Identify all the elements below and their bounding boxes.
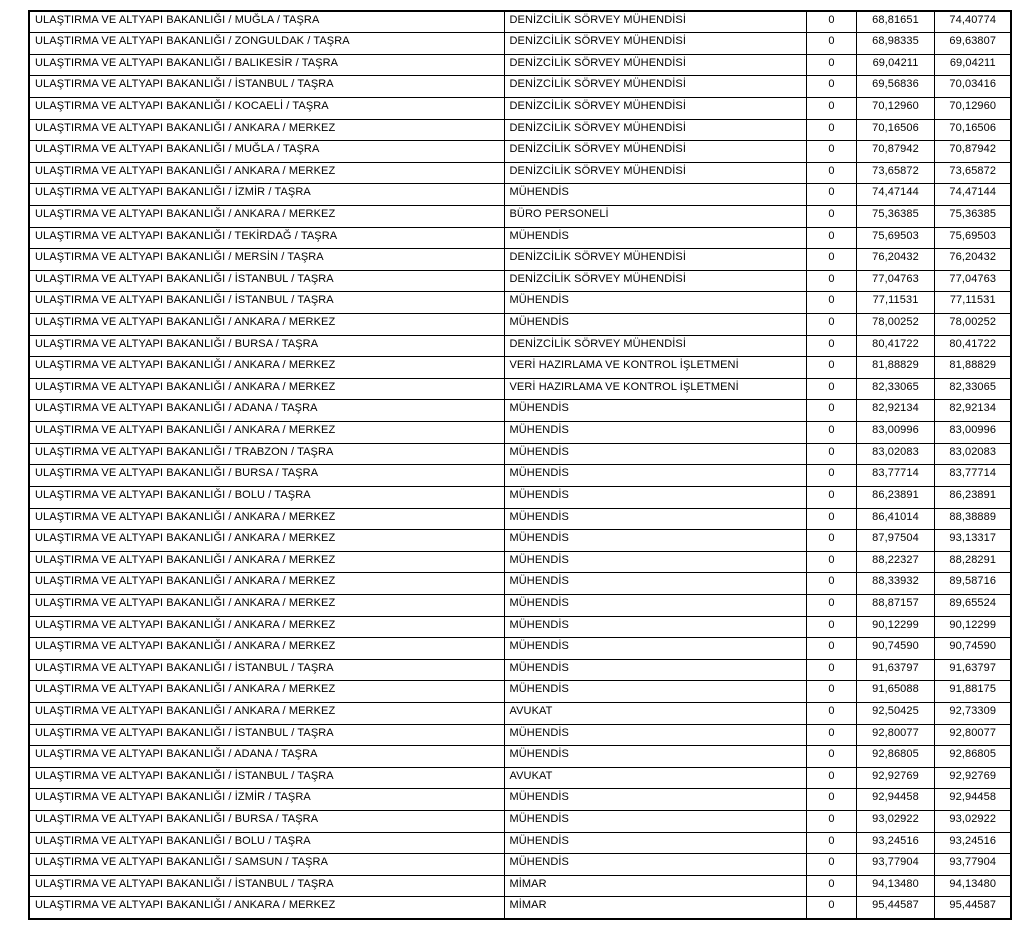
position-cell: MÜHENDİS bbox=[504, 227, 806, 249]
position-cell: MÜHENDİS bbox=[504, 811, 806, 833]
position-cell: DENİZCİLİK SÖRVEY MÜHENDİSİ bbox=[504, 141, 806, 163]
count-cell: 0 bbox=[806, 724, 856, 746]
position-cell: DENİZCİLİK SÖRVEY MÜHENDİSİ bbox=[504, 76, 806, 98]
score-min-cell: 70,12960 bbox=[856, 97, 934, 119]
score-max-cell: 75,69503 bbox=[934, 227, 1011, 249]
table-row bbox=[29, 357, 1011, 379]
score-min-cell: 73,65872 bbox=[856, 162, 934, 184]
institution-cell: ULAŞTIRMA VE ALTYAPI BAKANLIĞI / İSTANBUL / TAŞRA bbox=[29, 659, 504, 681]
score-max-cell: 82,92134 bbox=[934, 400, 1011, 422]
placement-score-table bbox=[28, 10, 1012, 920]
score-max-cell: 92,73309 bbox=[934, 703, 1011, 725]
count-cell: 0 bbox=[806, 422, 856, 444]
position-cell: MİMAR bbox=[504, 875, 806, 897]
institution-cell: ULAŞTIRMA VE ALTYAPI BAKANLIĞI / BOLU / TAŞRA bbox=[29, 832, 504, 854]
table-row bbox=[29, 703, 1011, 725]
count-cell: 0 bbox=[806, 594, 856, 616]
table-row bbox=[29, 551, 1011, 573]
position-cell: DENİZCİLİK SÖRVEY MÜHENDİSİ bbox=[504, 33, 806, 55]
position-cell: AVUKAT bbox=[504, 703, 806, 725]
institution-cell: ULAŞTIRMA VE ALTYAPI BAKANLIĞI / İSTANBUL / TAŞRA bbox=[29, 767, 504, 789]
score-min-cell: 93,77904 bbox=[856, 854, 934, 876]
institution-cell: ULAŞTIRMA VE ALTYAPI BAKANLIĞI / ANKARA / MERKEZ bbox=[29, 638, 504, 660]
count-cell: 0 bbox=[806, 270, 856, 292]
institution-cell: ULAŞTIRMA VE ALTYAPI BAKANLIĞI / BURSA / TAŞRA bbox=[29, 465, 504, 487]
table-row bbox=[29, 33, 1011, 55]
institution-cell: ULAŞTIRMA VE ALTYAPI BAKANLIĞI / ANKARA / MERKEZ bbox=[29, 897, 504, 919]
score-min-cell: 87,97504 bbox=[856, 530, 934, 552]
institution-cell: ULAŞTIRMA VE ALTYAPI BAKANLIĞI / BALIKESİR / TAŞRA bbox=[29, 54, 504, 76]
position-cell: MÜHENDİS bbox=[504, 465, 806, 487]
score-min-cell: 77,04763 bbox=[856, 270, 934, 292]
count-cell: 0 bbox=[806, 314, 856, 336]
position-cell: DENİZCİLİK SÖRVEY MÜHENDİSİ bbox=[504, 162, 806, 184]
position-cell: BÜRO PERSONELİ bbox=[504, 205, 806, 227]
score-min-cell: 88,22327 bbox=[856, 551, 934, 573]
table-row bbox=[29, 422, 1011, 444]
score-max-cell: 70,12960 bbox=[934, 97, 1011, 119]
position-cell: MÜHENDİS bbox=[504, 832, 806, 854]
count-cell: 0 bbox=[806, 292, 856, 314]
score-min-cell: 81,88829 bbox=[856, 357, 934, 379]
count-cell: 0 bbox=[806, 465, 856, 487]
score-min-cell: 88,87157 bbox=[856, 594, 934, 616]
score-min-cell: 90,12299 bbox=[856, 616, 934, 638]
score-min-cell: 80,41722 bbox=[856, 335, 934, 357]
institution-cell: ULAŞTIRMA VE ALTYAPI BAKANLIĞI / ADANA / TAŞRA bbox=[29, 400, 504, 422]
count-cell: 0 bbox=[806, 616, 856, 638]
score-min-cell: 86,23891 bbox=[856, 486, 934, 508]
score-min-cell: 92,92769 bbox=[856, 767, 934, 789]
count-cell: 0 bbox=[806, 854, 856, 876]
position-cell: MÜHENDİS bbox=[504, 530, 806, 552]
count-cell: 0 bbox=[806, 76, 856, 98]
count-cell: 0 bbox=[806, 551, 856, 573]
institution-cell: ULAŞTIRMA VE ALTYAPI BAKANLIĞI / ANKARA / MERKEZ bbox=[29, 703, 504, 725]
table-row bbox=[29, 249, 1011, 271]
score-min-cell: 95,44587 bbox=[856, 897, 934, 919]
score-min-cell: 93,24516 bbox=[856, 832, 934, 854]
institution-cell: ULAŞTIRMA VE ALTYAPI BAKANLIĞI / KOCAELİ / TAŞRA bbox=[29, 97, 504, 119]
institution-cell: ULAŞTIRMA VE ALTYAPI BAKANLIĞI / BOLU / TAŞRA bbox=[29, 486, 504, 508]
position-cell: VERİ HAZIRLAMA VE KONTROL İŞLETMENİ bbox=[504, 357, 806, 379]
table-row bbox=[29, 746, 1011, 768]
position-cell: MÜHENDİS bbox=[504, 638, 806, 660]
table-row bbox=[29, 205, 1011, 227]
position-cell: MÜHENDİS bbox=[504, 789, 806, 811]
institution-cell: ULAŞTIRMA VE ALTYAPI BAKANLIĞI / ANKARA / MERKEZ bbox=[29, 422, 504, 444]
institution-cell: ULAŞTIRMA VE ALTYAPI BAKANLIĞI / TRABZON / TAŞRA bbox=[29, 443, 504, 465]
count-cell: 0 bbox=[806, 811, 856, 833]
count-cell: 0 bbox=[806, 357, 856, 379]
score-max-cell: 77,11531 bbox=[934, 292, 1011, 314]
institution-cell: ULAŞTIRMA VE ALTYAPI BAKANLIĞI / ANKARA / MERKEZ bbox=[29, 205, 504, 227]
institution-cell: ULAŞTIRMA VE ALTYAPI BAKANLIĞI / MERSİN / TAŞRA bbox=[29, 249, 504, 271]
count-cell: 0 bbox=[806, 54, 856, 76]
table-row bbox=[29, 227, 1011, 249]
institution-cell: ULAŞTIRMA VE ALTYAPI BAKANLIĞI / İSTANBUL / TAŞRA bbox=[29, 875, 504, 897]
institution-cell: ULAŞTIRMA VE ALTYAPI BAKANLIĞI / İSTANBUL / TAŞRA bbox=[29, 76, 504, 98]
institution-cell: ULAŞTIRMA VE ALTYAPI BAKANLIĞI / İZMİR / TAŞRA bbox=[29, 789, 504, 811]
score-max-cell: 74,40774 bbox=[934, 11, 1011, 33]
score-min-cell: 70,16506 bbox=[856, 119, 934, 141]
score-min-cell: 93,02922 bbox=[856, 811, 934, 833]
table-row bbox=[29, 76, 1011, 98]
count-cell: 0 bbox=[806, 227, 856, 249]
count-cell: 0 bbox=[806, 400, 856, 422]
count-cell: 0 bbox=[806, 11, 856, 33]
score-max-cell: 82,33065 bbox=[934, 378, 1011, 400]
count-cell: 0 bbox=[806, 573, 856, 595]
score-min-cell: 92,50425 bbox=[856, 703, 934, 725]
table-row bbox=[29, 616, 1011, 638]
position-cell: DENİZCİLİK SÖRVEY MÜHENDİSİ bbox=[504, 11, 806, 33]
position-cell: DENİZCİLİK SÖRVEY MÜHENDİSİ bbox=[504, 54, 806, 76]
score-min-cell: 74,47144 bbox=[856, 184, 934, 206]
institution-cell: ULAŞTIRMA VE ALTYAPI BAKANLIĞI / ANKARA / MERKEZ bbox=[29, 119, 504, 141]
score-max-cell: 94,13480 bbox=[934, 875, 1011, 897]
table-row bbox=[29, 465, 1011, 487]
score-min-cell: 82,92134 bbox=[856, 400, 934, 422]
count-cell: 0 bbox=[806, 162, 856, 184]
table-body bbox=[29, 11, 1011, 919]
table-row bbox=[29, 270, 1011, 292]
institution-cell: ULAŞTIRMA VE ALTYAPI BAKANLIĞI / TEKİRDAĞ / TAŞRA bbox=[29, 227, 504, 249]
institution-cell: ULAŞTIRMA VE ALTYAPI BAKANLIĞI / ANKARA / MERKEZ bbox=[29, 616, 504, 638]
count-cell: 0 bbox=[806, 638, 856, 660]
position-cell: MÜHENDİS bbox=[504, 854, 806, 876]
score-max-cell: 81,88829 bbox=[934, 357, 1011, 379]
score-min-cell: 91,65088 bbox=[856, 681, 934, 703]
position-cell: MÜHENDİS bbox=[504, 573, 806, 595]
count-cell: 0 bbox=[806, 897, 856, 919]
count-cell: 0 bbox=[806, 33, 856, 55]
score-min-cell: 92,94458 bbox=[856, 789, 934, 811]
position-cell: MÜHENDİS bbox=[504, 422, 806, 444]
table-row bbox=[29, 508, 1011, 530]
score-max-cell: 88,38889 bbox=[934, 508, 1011, 530]
score-min-cell: 90,74590 bbox=[856, 638, 934, 660]
count-cell: 0 bbox=[806, 119, 856, 141]
score-max-cell: 74,47144 bbox=[934, 184, 1011, 206]
position-cell: DENİZCİLİK SÖRVEY MÜHENDİSİ bbox=[504, 335, 806, 357]
position-cell: AVUKAT bbox=[504, 767, 806, 789]
count-cell: 0 bbox=[806, 205, 856, 227]
institution-cell: ULAŞTIRMA VE ALTYAPI BAKANLIĞI / ANKARA / MERKEZ bbox=[29, 530, 504, 552]
score-max-cell: 83,00996 bbox=[934, 422, 1011, 444]
institution-cell: ULAŞTIRMA VE ALTYAPI BAKANLIĞI / İSTANBUL / TAŞRA bbox=[29, 724, 504, 746]
count-cell: 0 bbox=[806, 141, 856, 163]
institution-cell: ULAŞTIRMA VE ALTYAPI BAKANLIĞI / ANKARA / MERKEZ bbox=[29, 378, 504, 400]
table-row bbox=[29, 54, 1011, 76]
table-row bbox=[29, 594, 1011, 616]
table-row bbox=[29, 11, 1011, 33]
score-max-cell: 70,16506 bbox=[934, 119, 1011, 141]
table-row bbox=[29, 724, 1011, 746]
table-row bbox=[29, 335, 1011, 357]
count-cell: 0 bbox=[806, 97, 856, 119]
count-cell: 0 bbox=[806, 746, 856, 768]
count-cell: 0 bbox=[806, 184, 856, 206]
table-row bbox=[29, 378, 1011, 400]
table-row bbox=[29, 443, 1011, 465]
score-max-cell: 70,03416 bbox=[934, 76, 1011, 98]
position-cell: MÜHENDİS bbox=[504, 746, 806, 768]
score-min-cell: 76,20432 bbox=[856, 249, 934, 271]
count-cell: 0 bbox=[806, 767, 856, 789]
table-row bbox=[29, 897, 1011, 919]
score-min-cell: 78,00252 bbox=[856, 314, 934, 336]
score-min-cell: 75,36385 bbox=[856, 205, 934, 227]
position-cell: MÜHENDİS bbox=[504, 659, 806, 681]
table-row bbox=[29, 789, 1011, 811]
position-cell: DENİZCİLİK SÖRVEY MÜHENDİSİ bbox=[504, 119, 806, 141]
position-cell: MÜHENDİS bbox=[504, 443, 806, 465]
score-max-cell: 93,02922 bbox=[934, 811, 1011, 833]
position-cell: MÜHENDİS bbox=[504, 400, 806, 422]
position-cell: MÜHENDİS bbox=[504, 551, 806, 573]
count-cell: 0 bbox=[806, 335, 856, 357]
score-max-cell: 90,12299 bbox=[934, 616, 1011, 638]
position-cell: DENİZCİLİK SÖRVEY MÜHENDİSİ bbox=[504, 249, 806, 271]
table-row bbox=[29, 681, 1011, 703]
score-max-cell: 88,28291 bbox=[934, 551, 1011, 573]
score-min-cell: 86,41014 bbox=[856, 508, 934, 530]
table-row bbox=[29, 141, 1011, 163]
table-row bbox=[29, 811, 1011, 833]
position-cell: MÜHENDİS bbox=[504, 681, 806, 703]
table-row bbox=[29, 292, 1011, 314]
table-row bbox=[29, 530, 1011, 552]
table-row bbox=[29, 486, 1011, 508]
score-max-cell: 89,58716 bbox=[934, 573, 1011, 595]
count-cell: 0 bbox=[806, 659, 856, 681]
count-cell: 0 bbox=[806, 508, 856, 530]
position-cell: VERİ HAZIRLAMA VE KONTROL İŞLETMENİ bbox=[504, 378, 806, 400]
institution-cell: ULAŞTIRMA VE ALTYAPI BAKANLIĞI / BURSA / TAŞRA bbox=[29, 811, 504, 833]
score-max-cell: 92,86805 bbox=[934, 746, 1011, 768]
institution-cell: ULAŞTIRMA VE ALTYAPI BAKANLIĞI / İZMİR / TAŞRA bbox=[29, 184, 504, 206]
institution-cell: ULAŞTIRMA VE ALTYAPI BAKANLIĞI / ANKARA / MERKEZ bbox=[29, 162, 504, 184]
institution-cell: ULAŞTIRMA VE ALTYAPI BAKANLIĞI / ANKARA / MERKEZ bbox=[29, 551, 504, 573]
institution-cell: ULAŞTIRMA VE ALTYAPI BAKANLIĞI / ANKARA / MERKEZ bbox=[29, 573, 504, 595]
position-cell: MÜHENDİS bbox=[504, 594, 806, 616]
score-max-cell: 75,36385 bbox=[934, 205, 1011, 227]
count-cell: 0 bbox=[806, 703, 856, 725]
score-min-cell: 83,00996 bbox=[856, 422, 934, 444]
score-min-cell: 77,11531 bbox=[856, 292, 934, 314]
score-min-cell: 83,77714 bbox=[856, 465, 934, 487]
table-row bbox=[29, 314, 1011, 336]
score-max-cell: 83,02083 bbox=[934, 443, 1011, 465]
position-cell: DENİZCİLİK SÖRVEY MÜHENDİSİ bbox=[504, 97, 806, 119]
score-max-cell: 80,41722 bbox=[934, 335, 1011, 357]
score-min-cell: 88,33932 bbox=[856, 573, 934, 595]
score-min-cell: 75,69503 bbox=[856, 227, 934, 249]
score-min-cell: 69,04211 bbox=[856, 54, 934, 76]
count-cell: 0 bbox=[806, 875, 856, 897]
institution-cell: ULAŞTIRMA VE ALTYAPI BAKANLIĞI / ANKARA / MERKEZ bbox=[29, 594, 504, 616]
institution-cell: ULAŞTIRMA VE ALTYAPI BAKANLIĞI / ADANA / TAŞRA bbox=[29, 746, 504, 768]
score-min-cell: 91,63797 bbox=[856, 659, 934, 681]
table-row bbox=[29, 854, 1011, 876]
score-max-cell: 91,63797 bbox=[934, 659, 1011, 681]
score-min-cell: 92,86805 bbox=[856, 746, 934, 768]
score-max-cell: 77,04763 bbox=[934, 270, 1011, 292]
score-max-cell: 83,77714 bbox=[934, 465, 1011, 487]
score-max-cell: 86,23891 bbox=[934, 486, 1011, 508]
score-max-cell: 92,80077 bbox=[934, 724, 1011, 746]
count-cell: 0 bbox=[806, 832, 856, 854]
count-cell: 0 bbox=[806, 378, 856, 400]
position-cell: MÜHENDİS bbox=[504, 724, 806, 746]
institution-cell: ULAŞTIRMA VE ALTYAPI BAKANLIĞI / ANKARA / MERKEZ bbox=[29, 314, 504, 336]
score-min-cell: 83,02083 bbox=[856, 443, 934, 465]
table-row bbox=[29, 400, 1011, 422]
count-cell: 0 bbox=[806, 789, 856, 811]
score-max-cell: 93,24516 bbox=[934, 832, 1011, 854]
score-min-cell: 68,98335 bbox=[856, 33, 934, 55]
score-max-cell: 92,92769 bbox=[934, 767, 1011, 789]
score-max-cell: 70,87942 bbox=[934, 141, 1011, 163]
institution-cell: ULAŞTIRMA VE ALTYAPI BAKANLIĞI / BURSA / TAŞRA bbox=[29, 335, 504, 357]
table-row bbox=[29, 184, 1011, 206]
count-cell: 0 bbox=[806, 249, 856, 271]
institution-cell: ULAŞTIRMA VE ALTYAPI BAKANLIĞI / SAMSUN / TAŞRA bbox=[29, 854, 504, 876]
table-row bbox=[29, 875, 1011, 897]
score-min-cell: 92,80077 bbox=[856, 724, 934, 746]
institution-cell: ULAŞTIRMA VE ALTYAPI BAKANLIĞI / ANKARA / MERKEZ bbox=[29, 508, 504, 530]
score-max-cell: 90,74590 bbox=[934, 638, 1011, 660]
position-cell: MÜHENDİS bbox=[504, 184, 806, 206]
table-row bbox=[29, 638, 1011, 660]
count-cell: 0 bbox=[806, 443, 856, 465]
position-cell: MÜHENDİS bbox=[504, 486, 806, 508]
score-max-cell: 95,44587 bbox=[934, 897, 1011, 919]
count-cell: 0 bbox=[806, 530, 856, 552]
table-row bbox=[29, 659, 1011, 681]
table-row bbox=[29, 573, 1011, 595]
score-max-cell: 78,00252 bbox=[934, 314, 1011, 336]
institution-cell: ULAŞTIRMA VE ALTYAPI BAKANLIĞI / MUĞLA / TAŞRA bbox=[29, 141, 504, 163]
institution-cell: ULAŞTIRMA VE ALTYAPI BAKANLIĞI / İSTANBUL / TAŞRA bbox=[29, 292, 504, 314]
score-max-cell: 69,04211 bbox=[934, 54, 1011, 76]
table-row bbox=[29, 162, 1011, 184]
position-cell: MÜHENDİS bbox=[504, 292, 806, 314]
count-cell: 0 bbox=[806, 486, 856, 508]
position-cell: MÜHENDİS bbox=[504, 314, 806, 336]
position-cell: DENİZCİLİK SÖRVEY MÜHENDİSİ bbox=[504, 270, 806, 292]
institution-cell: ULAŞTIRMA VE ALTYAPI BAKANLIĞI / İSTANBUL / TAŞRA bbox=[29, 270, 504, 292]
score-min-cell: 69,56836 bbox=[856, 76, 934, 98]
table-row bbox=[29, 832, 1011, 854]
score-min-cell: 70,87942 bbox=[856, 141, 934, 163]
score-max-cell: 93,13317 bbox=[934, 530, 1011, 552]
score-min-cell: 68,81651 bbox=[856, 11, 934, 33]
table-row bbox=[29, 97, 1011, 119]
score-max-cell: 93,77904 bbox=[934, 854, 1011, 876]
score-max-cell: 89,65524 bbox=[934, 594, 1011, 616]
score-max-cell: 91,88175 bbox=[934, 681, 1011, 703]
count-cell: 0 bbox=[806, 681, 856, 703]
institution-cell: ULAŞTIRMA VE ALTYAPI BAKANLIĞI / ANKARA / MERKEZ bbox=[29, 681, 504, 703]
score-min-cell: 82,33065 bbox=[856, 378, 934, 400]
table-row bbox=[29, 119, 1011, 141]
score-max-cell: 92,94458 bbox=[934, 789, 1011, 811]
score-max-cell: 76,20432 bbox=[934, 249, 1011, 271]
institution-cell: ULAŞTIRMA VE ALTYAPI BAKANLIĞI / MUĞLA / TAŞRA bbox=[29, 11, 504, 33]
score-min-cell: 94,13480 bbox=[856, 875, 934, 897]
table-row bbox=[29, 767, 1011, 789]
position-cell: MÜHENDİS bbox=[504, 616, 806, 638]
position-cell: MİMAR bbox=[504, 897, 806, 919]
institution-cell: ULAŞTIRMA VE ALTYAPI BAKANLIĞI / ZONGULDAK / TAŞRA bbox=[29, 33, 504, 55]
score-max-cell: 69,63807 bbox=[934, 33, 1011, 55]
position-cell: MÜHENDİS bbox=[504, 508, 806, 530]
institution-cell: ULAŞTIRMA VE ALTYAPI BAKANLIĞI / ANKARA / MERKEZ bbox=[29, 357, 504, 379]
score-max-cell: 73,65872 bbox=[934, 162, 1011, 184]
